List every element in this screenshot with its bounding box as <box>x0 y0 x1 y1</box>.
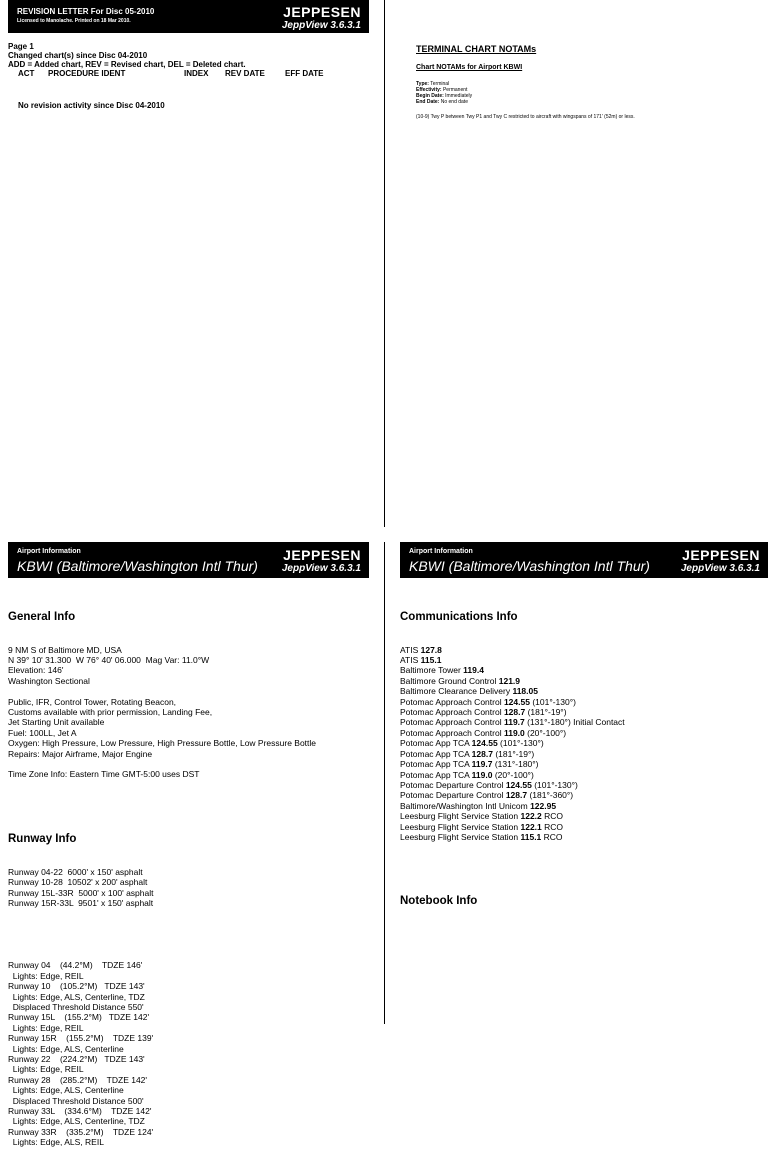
frequency-row <box>400 665 625 675</box>
frequency-row <box>400 645 625 655</box>
station-name: Potomac App TCA <box>400 769 472 780</box>
frequency-note: (131°-180°) <box>492 759 539 770</box>
runway-detail-line: Lights: Edge, REIL <box>8 970 84 981</box>
runway-info-heading: Runway Info <box>8 832 77 845</box>
notam-title: TERMINAL CHART NOTAMs <box>416 44 537 54</box>
type-label: Type: <box>416 81 429 87</box>
runway-detail-line: Runway 22 (224.2°M) TDZE 143' <box>8 1054 145 1064</box>
general-info-line <box>8 759 316 769</box>
runway-detail-line: Runway 04 (44.2°M) TDZE 146' <box>8 960 143 971</box>
jeppesen-logo <box>282 5 361 32</box>
station-name: Potomac Departure Control <box>400 790 506 801</box>
runway-detail-line: Lights: Edge, ALS, REIL <box>8 1137 104 1148</box>
page-divider-top <box>384 0 385 527</box>
station-name: Potomac Approach Control <box>400 717 504 728</box>
station-name: Potomac App TCA <box>400 748 472 759</box>
end-date-label: End Date: <box>416 99 440 105</box>
general-info-line: Fuel: 100LL, Jet A <box>8 727 77 738</box>
station-name: ATIS <box>400 655 421 666</box>
frequency-row <box>400 801 625 811</box>
runway-summary-line: Runway 15L-33R 5000' x 100' asphalt <box>8 887 154 898</box>
notam-meta <box>416 81 756 105</box>
frequency-note: (131°-180°) Initial Contact <box>524 717 625 728</box>
frequency-value: 119.4 <box>463 665 484 676</box>
airport-banner-right <box>400 542 768 578</box>
station-name: ATIS <box>400 644 421 655</box>
frequency-value: 124.55 <box>503 696 530 707</box>
station-name: Potomac Approach Control <box>400 707 504 718</box>
frequency-row <box>400 676 625 686</box>
runway-summary <box>8 867 316 909</box>
end-date-value: No end date <box>440 99 468 105</box>
revision-title: REVISION LETTER For Disc 05-2010 <box>17 7 155 16</box>
runway-detail-line: Displaced Threshold Distance 500' <box>8 1095 144 1106</box>
general-info-line: 9 NM S of Baltimore MD, USA <box>8 644 122 655</box>
frequency-row <box>400 832 625 842</box>
airport-banner-left <box>8 542 369 578</box>
type-value: Terminal <box>430 81 450 87</box>
frequency-row <box>400 822 625 832</box>
frequency-row <box>400 770 625 780</box>
frequency-row <box>400 780 625 790</box>
revision-banner <box>8 0 369 33</box>
general-info-line: Oxygen: High Pressure, Low Pressure, High Pressure Bottle, Low Pressure Bottle <box>8 738 317 749</box>
frequency-row <box>400 811 625 821</box>
brand-version: JeppView 3.6.3.1 <box>281 20 361 31</box>
frequency-row <box>400 707 625 717</box>
station-name: Potomac Departure Control <box>400 779 506 790</box>
column-rev-date: REV DATE <box>225 69 265 78</box>
airport-info-label: Airport Information <box>17 548 81 555</box>
effectivity-label: Effectivity: <box>416 87 442 93</box>
column-eff-date: EFF DATE <box>285 69 324 78</box>
page-divider-bottom <box>384 542 385 1024</box>
station-name: Leesburg Flight Service Station <box>400 831 521 842</box>
runway-detail-line: Lights: Edge, REIL <box>8 1022 84 1033</box>
frequency-row <box>400 749 625 759</box>
jeppesen-logo <box>282 548 361 575</box>
column-index: INDEX <box>184 69 209 78</box>
communications-list <box>400 645 625 843</box>
frequency-value: 124.55 <box>505 779 532 790</box>
frequency-value: 119.7 <box>503 717 525 728</box>
frequency-note: RCO <box>541 821 564 832</box>
frequency-value: 127.8 <box>420 644 442 655</box>
general-info-line: Jet Starting Unit available <box>8 717 105 728</box>
brand-version: JeppView 3.6.3.1 <box>281 563 361 574</box>
airport-info-left-column <box>8 589 316 1158</box>
frequency-value: 122.1 <box>520 821 542 832</box>
frequency-value: 128.7 <box>505 790 528 801</box>
frequency-note: (101°-130°) <box>531 779 578 790</box>
frequency-value: 122.95 <box>530 800 557 811</box>
frequency-row <box>400 686 625 696</box>
frequency-note: (181°-360°) <box>527 790 574 801</box>
runway-summary-line: Runway 04-22 6000' x 150' asphalt <box>8 866 143 877</box>
effectivity-value: Permanent <box>442 87 468 93</box>
frequency-row <box>400 728 625 738</box>
station-name: Leesburg Flight Service Station <box>400 811 521 822</box>
frequency-note: (20°-100°) <box>524 727 567 738</box>
frequency-value: 128.7 <box>503 707 526 718</box>
frequency-note: (101°-130°) <box>529 696 576 707</box>
frequency-row <box>400 759 625 769</box>
communications-heading: Communications Info <box>400 610 518 623</box>
runway-detail-line: Runway 15R (155.2°M) TDZE 139' <box>8 1033 154 1044</box>
no-revision-activity: No revision activity since Disc 04-2010 <box>18 101 165 110</box>
general-info-line: Time Zone Info: Eastern Time GMT-5:00 uses DST <box>8 769 200 780</box>
airport-title: KBWI (Baltimore/Washington Intl Thur) <box>409 558 650 574</box>
legend-line: ADD = Added chart, REV = Revised chart, DEL = Deleted chart. <box>8 60 246 69</box>
notam-section <box>416 44 756 120</box>
frequency-value: 118.05 <box>512 686 538 697</box>
frequency-value: 119.7 <box>471 759 493 770</box>
station-name: Potomac Approach Control <box>400 696 504 707</box>
revision-body <box>8 42 324 78</box>
frequency-row <box>400 738 625 748</box>
frequency-value: 119.0 <box>471 769 493 780</box>
general-info-line: Repairs: Major Airframe, Major Engine <box>8 748 153 759</box>
station-name: Potomac App TCA <box>400 738 472 749</box>
frequency-row <box>400 717 625 727</box>
runway-detail-line: Runway 28 (285.2°M) TDZE 142' <box>8 1074 148 1085</box>
runway-detail-line: Lights: Edge, ALS, Centerline <box>8 1043 124 1054</box>
revision-column-headers <box>8 69 324 78</box>
frequency-value: 115.1 <box>420 655 442 666</box>
runway-summary-line: Runway 10-28 10502' x 200' asphalt <box>8 877 148 888</box>
station-name: Baltimore Tower <box>400 665 464 676</box>
general-info-line: Public, IFR, Control Tower, Rotating Beacon, <box>8 696 177 707</box>
frequency-value: 124.55 <box>471 738 498 749</box>
notebook-heading: Notebook Info <box>400 895 478 908</box>
jeppesen-logo <box>681 548 760 575</box>
frequency-value: 128.7 <box>471 748 493 759</box>
brand-name: JEPPESEN <box>283 4 361 20</box>
frequency-value: 115.1 <box>520 831 542 842</box>
license-line: Licensed to Manolache. Printed on 18 Mar 2010. <box>17 18 131 24</box>
runway-detail-line: Runway 33R (335.2°M) TDZE 124' <box>8 1126 154 1137</box>
runway-detail-line: Displaced Threshold Distance 550' <box>8 1001 144 1012</box>
changed-charts-line: Changed chart(s) since Disc 04-2010 <box>8 51 148 60</box>
general-info-line: Elevation: 146' <box>8 665 64 676</box>
column-procedure-ident: PROCEDURE IDENT <box>48 69 126 78</box>
general-info-line <box>8 686 316 696</box>
station-name: Baltimore Ground Control <box>400 675 499 686</box>
frequency-note: RCO <box>541 811 564 822</box>
frequency-note: (101°-130°) <box>497 738 544 749</box>
frequency-row <box>400 697 625 707</box>
frequency-row <box>400 790 625 800</box>
runway-summary-line: Runway 15R-33L 9501' x 150' asphalt <box>8 897 154 908</box>
runway-detail-line: Runway 10 (105.2°M) TDZE 143' <box>8 981 145 992</box>
notam-subtitle: Chart NOTAMs for Airport KBWI <box>416 64 523 71</box>
station-name: Baltimore Clearance Delivery <box>400 686 513 697</box>
general-info-line: Customs available with prior permission, Landing Fee, <box>8 707 213 718</box>
general-info-line: N 39° 10' 31.300 W 76° 40' 06.000 Mag Var: 11.0°W <box>8 655 210 666</box>
frequency-row <box>400 655 625 665</box>
column-act: ACT <box>18 69 35 78</box>
begin-date-value: Immediately <box>445 93 473 99</box>
runway-details <box>8 960 316 1147</box>
station-name: Potomac Approach Control <box>400 727 504 738</box>
frequency-note: (181°-19°) <box>492 748 535 759</box>
frequency-value: 122.2 <box>520 811 542 822</box>
station-name: Baltimore/Washington Intl Unicom <box>400 800 531 811</box>
runway-detail-line: Lights: Edge, ALS, Centerline, TDZ <box>8 991 145 1002</box>
page-number: Page 1 <box>8 42 34 51</box>
brand-version: JeppView 3.6.3.1 <box>680 563 760 574</box>
airport-info-label: Airport Information <box>409 548 473 555</box>
communications-column <box>400 589 625 919</box>
brand-name: JEPPESEN <box>682 547 760 563</box>
frequency-value: 121.9 <box>498 675 521 686</box>
runway-detail-line: Lights: Edge, ALS, Centerline <box>8 1085 124 1096</box>
general-info-line: Washington Sectional <box>8 675 90 686</box>
airport-title: KBWI (Baltimore/Washington Intl Thur) <box>17 558 258 574</box>
runway-detail-line: Lights: Edge, REIL <box>8 1064 84 1075</box>
station-name: Leesburg Flight Service Station <box>400 821 521 832</box>
begin-date-label: Begin Date: <box>416 93 444 99</box>
runway-detail-line: Runway 33L (334.6°M) TDZE 142' <box>8 1106 152 1117</box>
frequency-note: RCO <box>541 831 563 842</box>
brand-name: JEPPESEN <box>283 547 361 563</box>
runway-detail-line: Runway 15L (155.2°M) TDZE 142' <box>8 1012 150 1023</box>
frequency-note: (181°-19°) <box>525 707 567 718</box>
runway-detail-line: Lights: Edge, ALS, Centerline, TDZ <box>8 1116 145 1127</box>
general-info-heading: General Info <box>8 610 76 623</box>
station-name: Potomac App TCA <box>400 759 472 770</box>
general-info-lines <box>8 645 316 780</box>
frequency-note: (20°-100°) <box>492 769 534 780</box>
frequency-value: 119.0 <box>503 727 525 738</box>
notam-note: (10-9) Twy P between Twy P1 and Twy C restricted to aircraft with wingspans of 171' (52m) or less. <box>416 114 635 120</box>
